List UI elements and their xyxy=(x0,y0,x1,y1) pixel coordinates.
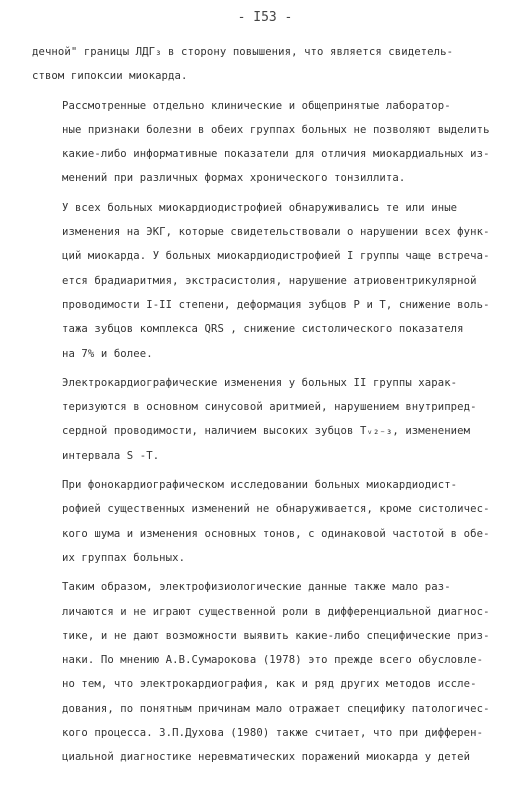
text-line: циальной диагностике неревматических поражений миокарда у детей xyxy=(62,751,471,764)
text-line: ется брадиаритмия, экстрасистолия, нарушение атриовентрикулярной xyxy=(62,274,477,287)
text-line: Рассмотренные отдельно клинические и общепринятые лаборатор- xyxy=(62,99,451,112)
paragraph xyxy=(32,94,498,191)
text-line: Электрокардиографические изменения у больных II группы харак- xyxy=(62,376,458,389)
text-line: кого процесса. З.П.Духова (1980) также считает, что при дифферен- xyxy=(62,727,484,740)
text-line: При фонокардиографическом исследовании больных миокардиодист- xyxy=(62,479,458,492)
text-line: изменения на ЭКГ, которые свидетельствовали о нарушении всех функ- xyxy=(62,226,490,239)
text-line: Таким образом, электрофизиологические данные также мало раз- xyxy=(62,581,451,594)
paragraph xyxy=(32,196,498,366)
text-line: проводимости I-II степени, деформация зубцов Р и Т, снижение воль- xyxy=(62,298,490,311)
text-line: личаются и не играют существенной роли в дифференциальной диагнос- xyxy=(62,605,490,618)
text-line: дования, по понятным причинам мало отражает специфику патологичес- xyxy=(62,702,490,715)
text-line: дечной" границы ЛДГ₃ в сторону повышения, что является свидетель- xyxy=(32,46,454,58)
paragraph xyxy=(32,473,498,570)
text-line: рофией существенных изменений не обнаруживается, кроме систоличес- xyxy=(62,503,490,516)
text-line: ством гипоксии миокарда. xyxy=(32,70,188,83)
page-number: - I53 - xyxy=(237,10,293,25)
text-line: У всех больных миокардиодистрофией обнаруживались те или иные xyxy=(62,201,458,214)
body-text xyxy=(32,40,498,775)
text-line: сердной проводимости, наличием высоких зубцов Tᵥ₂₋₃, изменением xyxy=(62,425,471,438)
text-line: тажа зубцов комплекса QRS , снижение систолического показателя xyxy=(62,323,464,336)
text-line: кого шума и изменения основных тонов, с одинаковой частотой в обе- xyxy=(62,527,490,540)
text-line: ные признаки болезни в обеих группах больных не позволяют выделить xyxy=(62,123,490,136)
text-line: тике, и не дают возможности выявить какие-либо специфические приз- xyxy=(62,629,490,642)
text-line: теризуются в основном синусовой аритмией, нарушением внутрипред- xyxy=(62,401,477,414)
paragraph xyxy=(32,575,498,769)
text-line: но тем, что электрокардиография, как и ряд других методов иссле- xyxy=(62,678,477,691)
text-line: наки. По мнению А.В.Сумарокова (1978) это прежде всего обусловле- xyxy=(62,654,484,667)
text-line: их группах больных. xyxy=(62,551,186,564)
text-line: на 7% и более. xyxy=(62,347,153,360)
paragraph xyxy=(32,371,498,468)
text-line: менений при различных формах хронического тонзиллита. xyxy=(62,172,406,185)
paragraph xyxy=(32,40,498,89)
text-line: ций миокарда. У больных миокардиодистрофией I группы чаще встреча- xyxy=(62,250,490,263)
text-line: интервала S -Т. xyxy=(62,449,160,462)
text-line: какие-либо информативные показатели для отличия миокардиальных из- xyxy=(62,148,490,161)
